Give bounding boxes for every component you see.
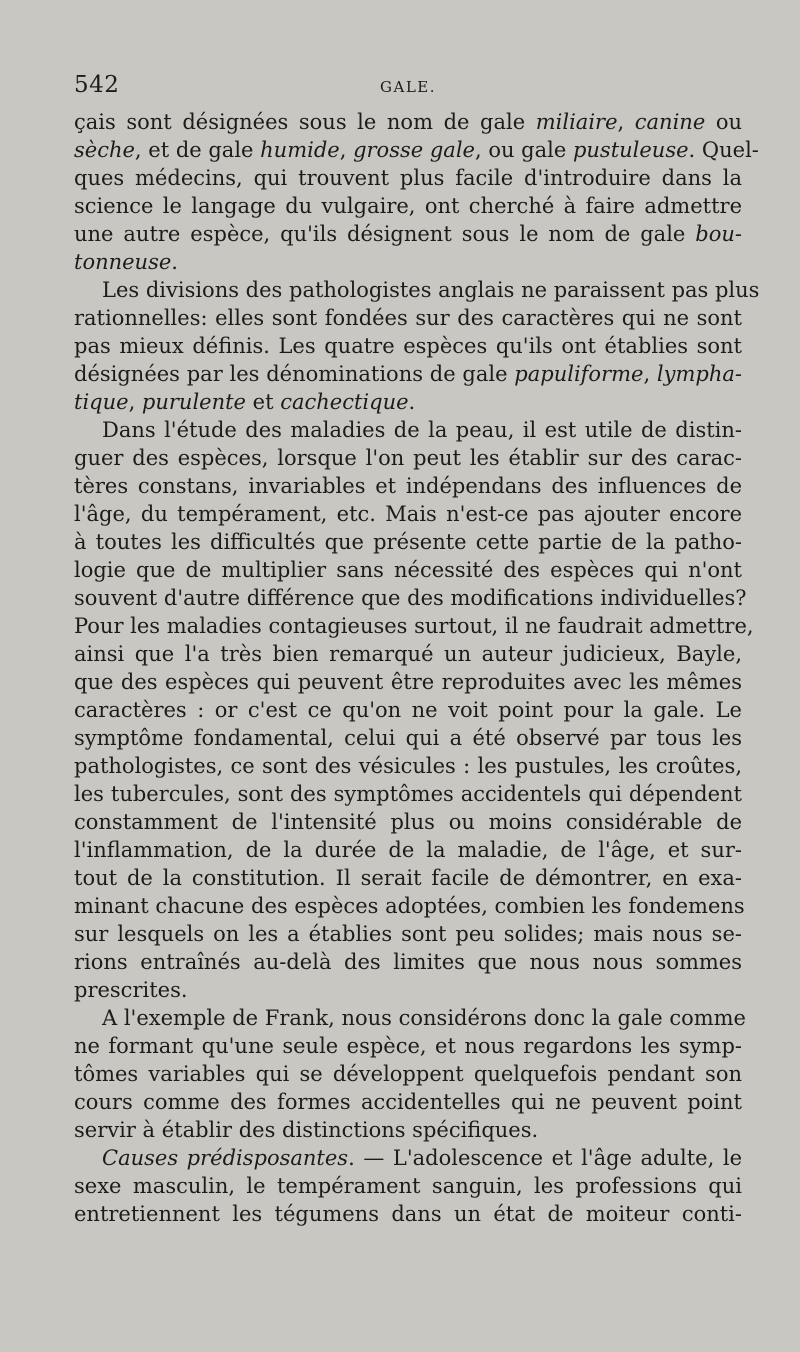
text-line xyxy=(74,304,742,332)
paragraph xyxy=(74,1144,742,1228)
text-segment: rationnelles: elles sont fondées sur des caractères qui ne sont xyxy=(74,306,742,330)
text-line xyxy=(74,1004,746,1032)
text-line xyxy=(74,220,742,248)
text-segment: entretiennent les tégumens dans un état de moiteur conti- xyxy=(74,1202,742,1226)
text-segment: rions entraînés au-delà des limites que nous nous sommes xyxy=(74,950,742,974)
text-segment: Pour les maladies contagieuses surtout, il ne faudrait admettre, xyxy=(74,614,754,638)
text-line xyxy=(74,108,742,136)
text-segment: sexe masculin, le tempérament sanguin, les professions qui xyxy=(74,1174,742,1198)
text-segment: . — L'adolescence et l'âge adulte, le xyxy=(348,1146,743,1170)
text-line xyxy=(74,640,742,668)
text-line xyxy=(74,388,742,416)
text-line xyxy=(74,1116,742,1144)
text-segment: souvent d'autre différence que des modifications individuelles? xyxy=(74,586,747,610)
page-number: 542 xyxy=(74,72,120,98)
text-segment: pathologistes, ce sont des vésicules : les pustules, les croûtes, xyxy=(74,754,742,778)
paragraph xyxy=(74,1004,746,1144)
text-line xyxy=(74,1088,742,1116)
text-segment: . xyxy=(408,390,416,414)
text-line xyxy=(74,556,742,584)
text-line xyxy=(74,500,742,528)
text-line xyxy=(74,780,742,808)
text-segment: çais sont désignées sous le nom de gale xyxy=(74,110,536,134)
text-segment: guer des espèces, lorsque l'on peut les établir sur des carac- xyxy=(74,446,742,470)
text-line xyxy=(74,276,760,304)
italic-text: papuliforme xyxy=(514,362,644,386)
text-line xyxy=(74,1060,742,1088)
text-line xyxy=(74,444,742,472)
italic-text: sèche xyxy=(74,138,135,162)
text-segment: symptôme fondamental, celui qui a été observé par tous les xyxy=(74,726,742,750)
text-line xyxy=(74,836,742,864)
page-header xyxy=(74,70,744,102)
text-segment: ne formant qu'une seule espèce, et nous regardons les symp- xyxy=(74,1034,742,1058)
text-line xyxy=(74,892,745,920)
text-line xyxy=(74,416,742,444)
text-line xyxy=(74,528,742,556)
text-segment: A l'exemple de Frank, nous considérons donc la gale comme xyxy=(102,1006,746,1030)
italic-text: purulente xyxy=(141,390,246,414)
italic-text: tonneuse xyxy=(74,250,172,274)
text-line xyxy=(74,668,742,696)
italic-text: lympha- xyxy=(656,362,742,386)
text-line xyxy=(74,808,742,836)
text-line xyxy=(74,1032,742,1060)
paragraph xyxy=(74,416,754,1004)
italic-text: tique xyxy=(74,390,129,414)
text-segment: ainsi que l'a très bien remarqué un auteur judicieux, Bayle, xyxy=(74,642,742,666)
text-line xyxy=(74,724,742,752)
text-line xyxy=(74,920,742,948)
italic-text: grosse gale xyxy=(353,138,475,162)
text-segment: . xyxy=(171,250,178,274)
text-line xyxy=(74,864,742,892)
text-segment: désignées par les dénominations de gale xyxy=(74,362,515,386)
text-line xyxy=(74,1144,742,1172)
text-segment: , xyxy=(128,390,142,414)
text-segment: tout de la constitution. Il serait facile de démontrer, en exa- xyxy=(74,866,742,890)
text-line xyxy=(74,332,742,360)
text-line xyxy=(74,164,742,192)
text-line xyxy=(74,976,742,1004)
text-segment: . Quel- xyxy=(688,138,759,162)
text-line xyxy=(74,696,742,724)
text-segment: servir à établir des distinctions spécifiques. xyxy=(74,1118,539,1142)
text-segment: sur lesquels on les a établies sont peu solides; mais nous se- xyxy=(74,922,742,946)
italic-text: cachectique xyxy=(280,390,409,414)
text-line xyxy=(74,1200,742,1228)
text-segment: l'inflammation, de la durée de la maladie, de l'âge, et sur- xyxy=(74,838,742,862)
text-line xyxy=(74,192,742,220)
text-line xyxy=(74,472,742,500)
text-segment: logie que de multiplier sans nécessité des espèces qui n'ont xyxy=(74,558,742,582)
italic-text: Causes prédisposantes xyxy=(102,1146,349,1170)
text-line xyxy=(74,584,747,612)
text-segment: Les divisions des pathologistes anglais ne paraissent pas plus xyxy=(102,278,760,302)
text-segment: , xyxy=(339,138,354,162)
text-segment: ques médecins, qui trouvent plus facile d'introduire dans la xyxy=(74,166,742,190)
text-segment: à toutes les difficultés que présente cette partie de la patho- xyxy=(74,530,742,554)
text-line xyxy=(74,248,742,276)
italic-text: miliaire xyxy=(535,110,618,134)
italic-text: canine xyxy=(634,110,706,134)
text-line xyxy=(74,360,742,388)
text-segment: , xyxy=(643,362,657,386)
body-text xyxy=(74,108,760,1228)
text-segment: science le langage du vulgaire, ont cherché à faire admettre xyxy=(74,194,742,218)
text-segment: constamment de l'intensité plus ou moins considérable de xyxy=(74,810,742,834)
text-segment: et xyxy=(246,390,281,414)
text-segment: que des espèces qui peuvent être reproduites avec les mêmes xyxy=(74,670,742,694)
text-line xyxy=(74,612,754,640)
text-segment: tômes variables qui se développent quelquefois pendant son xyxy=(74,1062,742,1086)
text-segment: prescrites. xyxy=(74,978,188,1002)
text-segment: minant chacune des espèces adoptées, combien les fondemens xyxy=(74,894,745,918)
text-segment: pas mieux définis. Les quatre espèces qu'ils ont établies sont xyxy=(74,334,742,358)
italic-text: humide xyxy=(260,138,340,162)
italic-text: bou- xyxy=(695,222,742,246)
text-segment: les tubercules, sont des symptômes accidentels qui dépendent xyxy=(74,782,742,806)
text-line xyxy=(74,752,742,780)
text-line xyxy=(74,136,759,164)
text-segment: l'âge, du tempérament, etc. Mais n'est-ce pas ajouter encore xyxy=(74,502,742,526)
text-line xyxy=(74,1172,742,1200)
text-segment: caractères : or c'est ce qu'on ne voit point pour la gale. Le xyxy=(74,698,742,722)
text-segment: , ou gale xyxy=(474,138,573,162)
text-segment: une autre espèce, qu'ils désignent sous le nom de gale xyxy=(74,222,696,246)
text-segment: , et de gale xyxy=(134,138,261,162)
text-segment: , xyxy=(617,110,635,134)
text-segment: tères constans, invariables et indépendans des influences de xyxy=(74,474,742,498)
text-line xyxy=(74,948,742,976)
text-segment: ou xyxy=(705,110,743,134)
paragraph xyxy=(74,108,759,276)
running-title: GALE. xyxy=(380,78,436,96)
italic-text: pustuleuse xyxy=(572,138,689,162)
paragraph xyxy=(74,276,760,416)
text-segment: Dans l'étude des maladies de la peau, il est utile de distin- xyxy=(102,418,742,442)
text-segment: cours comme des formes accidentelles qui ne peuvent point xyxy=(74,1090,742,1114)
